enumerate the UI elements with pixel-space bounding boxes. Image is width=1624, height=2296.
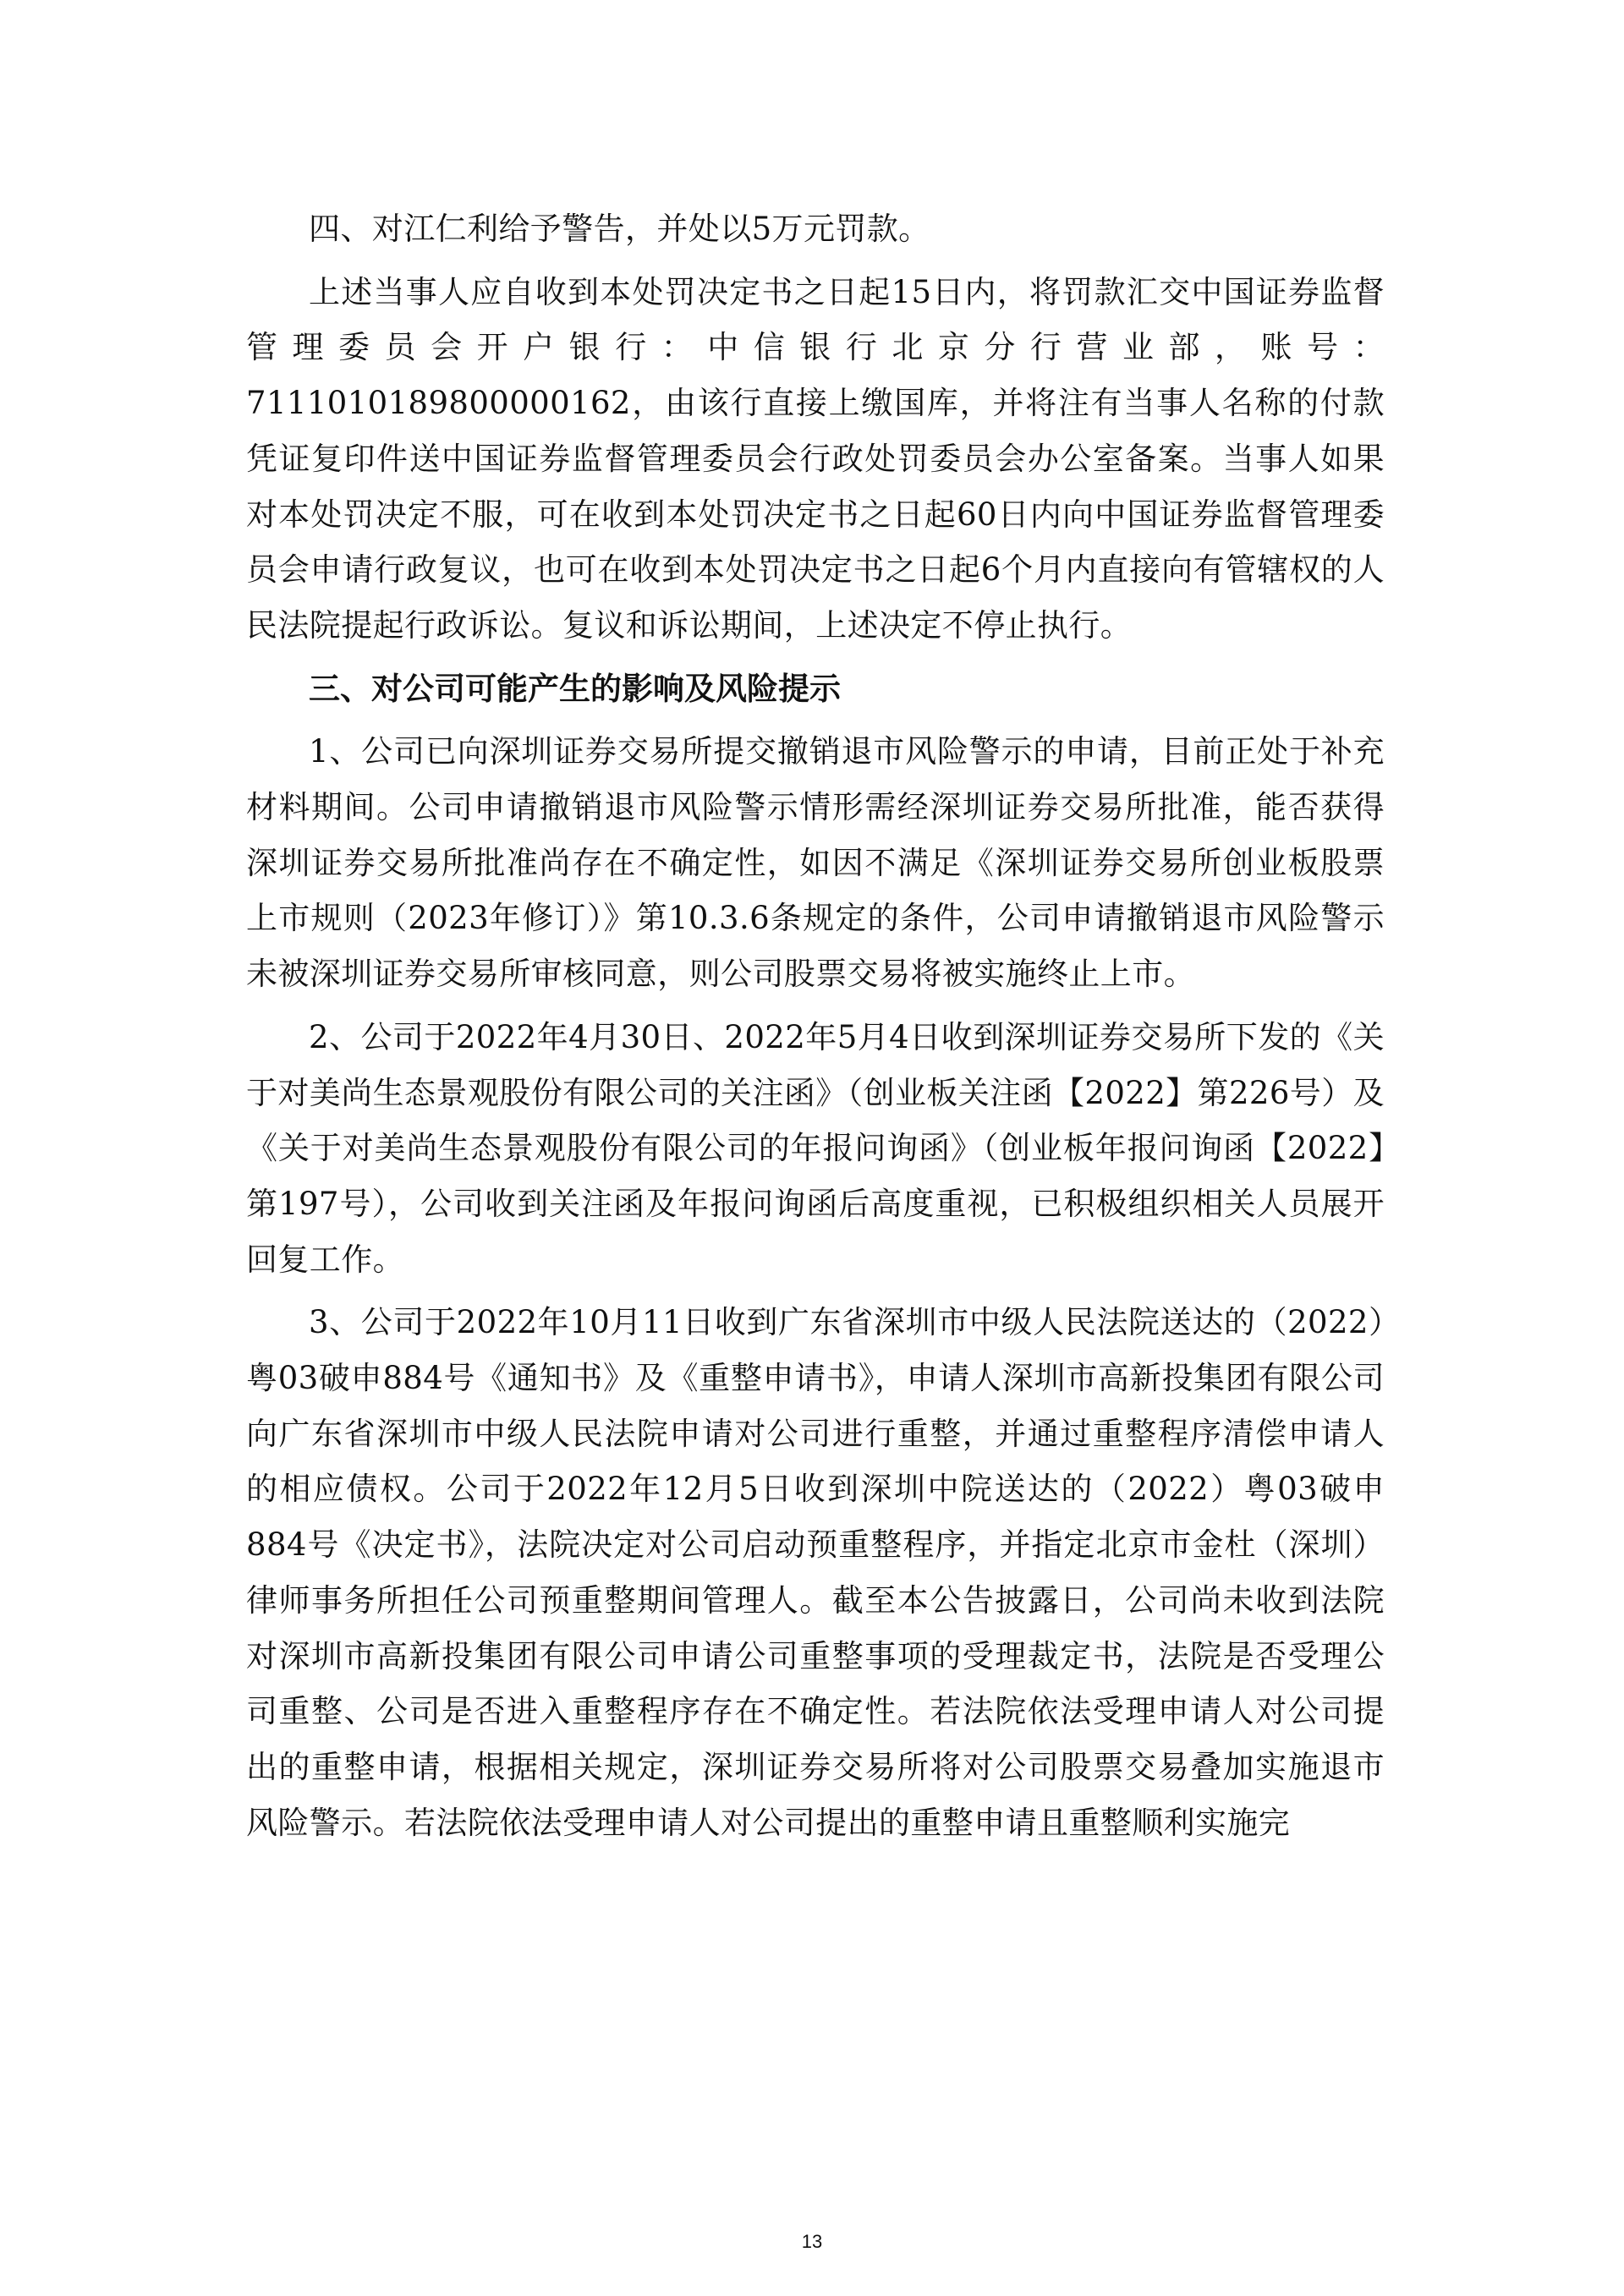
paragraph-payment-instructions: 上述当事人应自收到本处罚决定书之日起15日内，将罚款汇交中国证券监督管理委员会开户银行：中信银行北京分行营业部，账号：7111010189800000162，由该行直接上缴国库，并将注有当事人名称的付款凭证复印件送中国证券监督管理委员会行政处罚委员会办公室备案。当事人如果对本处罚决定不服，可在收到本处罚决定书之日起60日内向中国证券监督管理委员会申请行政复议，也可在收到本处罚决定书之日起6个月内直接向有管辖权的人民法院提起行政诉讼。复议和诉讼期间，上述决定不停止执行。 [246,273,1385,644]
paragraph-risk-1-delisting-warning: 1、公司已向深圳证券交易所提交撤销退市风险警示的申请，目前正处于补充材料期间。公司申请撤销退市风险警示情形需经深圳证券交易所批准，能否获得深圳证券交易所批准尚存在不确定性，如因不满足《深圳证券交易所创业板股票上市规则（2023年修订）》第10.3.6条规定的条件，公司申请撤销退市风险警示未被深圳证券交易所审核同意，则公司股票交易将被实施终止上市。 [246,733,1385,993]
paragraph-risk-2-inquiry-letters: 2、公司于2022年4月30日、2022年5月4日收到深圳证券交易所下发的《关于对美尚生态景观股份有限公司的关注函》（创业板关注函【2022】第226号）及《关于对美尚生态景观股份有限公司的年报问询函》（创业板年报问询函【2022】第197号），公司收到关注函及年报问询函后高度重视，已积极组织相关人员展开回复工作。 [246,1018,1385,1278]
document-body [246,201,1385,1850]
section-heading-impact-and-risk: 三、对公司可能产生的影响及风险提示 [309,669,841,707]
page-number: 13 [801,2231,823,2252]
paragraph-penalty-item-4: 四、对江仁利给予警告，并处以5万元罚款。 [309,211,930,247]
paragraph-risk-3-restructuring: 3、公司于2022年10月11日收到广东省深圳市中级人民法院送达的（2022）粤03破申884号《通知书》及《重整申请书》，申请人深圳市高新投集团有限公司向广东省深圳市中级人民法院申请对公司进行重整，并通过重整程序清偿申请人的相应债权。公司于2022年12月5日收到深圳中院送达的（2022）粤03破申884号《决定书》，法院决定对公司启动预重整程序，并指定北京市金杜（深圳）律师事务所担任公司预重整期间管理人。截至本公告披露日，公司尚未收到法院对深圳市高新投集团有限公司申请公司重整事项的受理裁定书，法院是否受理公司重整、公司是否进入重整程序存在不确定性。若法院依法受理申请人对公司提出的重整申请，根据相关规定，深圳证券交易所将对公司股票交易叠加实施退市风险警示。若法院依法受理申请人对公司提出的重整申请且重整顺利实施完 [246,1304,1385,1841]
